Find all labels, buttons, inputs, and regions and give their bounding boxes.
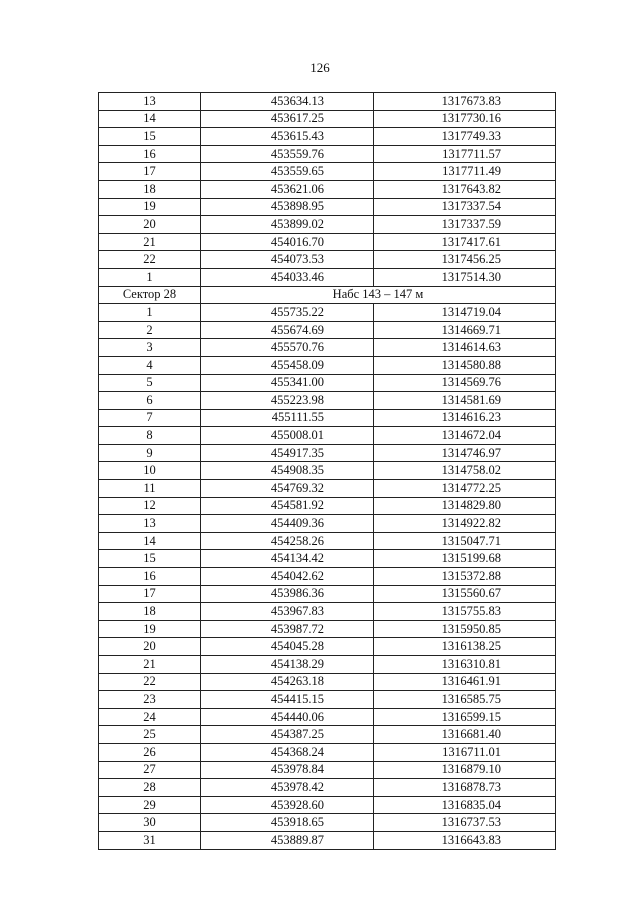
y-coordinate-cell: 1317711.57 (374, 145, 556, 163)
y-coordinate-cell: 1314746.97 (374, 444, 556, 462)
x-coordinate-cell: 453978.42 (201, 779, 374, 797)
x-coordinate-cell: 455008.01 (201, 427, 374, 445)
point-number-cell: 14 (99, 532, 201, 550)
table-row (99, 726, 556, 744)
table-row (99, 497, 556, 515)
point-number-cell: 13 (99, 93, 201, 111)
x-coordinate-cell: 454769.32 (201, 480, 374, 498)
table-row (99, 796, 556, 814)
point-number-cell: 23 (99, 691, 201, 709)
x-coordinate-cell: 454387.25 (201, 726, 374, 744)
x-coordinate-cell: 453986.36 (201, 585, 374, 603)
y-coordinate-cell: 1315047.71 (374, 532, 556, 550)
y-coordinate-cell: 1316879.10 (374, 761, 556, 779)
table-row (99, 673, 556, 691)
y-coordinate-cell: 1314616.23 (374, 409, 556, 427)
point-number-cell: 19 (99, 198, 201, 216)
x-coordinate-cell: 453634.13 (201, 93, 374, 111)
x-coordinate-cell: 454042.62 (201, 568, 374, 586)
point-number-cell: 15 (99, 550, 201, 568)
table-row (99, 761, 556, 779)
y-coordinate-cell: 1314758.02 (374, 462, 556, 480)
point-number-cell: 12 (99, 497, 201, 515)
y-coordinate-cell: 1315560.67 (374, 585, 556, 603)
point-number-cell: 18 (99, 180, 201, 198)
y-coordinate-cell: 1316711.01 (374, 743, 556, 761)
point-number-cell: 8 (99, 427, 201, 445)
y-coordinate-cell: 1315199.68 (374, 550, 556, 568)
point-number-cell: 21 (99, 233, 201, 251)
x-coordinate-cell: 455458.09 (201, 356, 374, 374)
table-row (99, 339, 556, 357)
table-row (99, 480, 556, 498)
x-coordinate-cell: 454440.06 (201, 708, 374, 726)
point-number-cell: 20 (99, 216, 201, 234)
x-coordinate-cell: 453559.65 (201, 163, 374, 181)
y-coordinate-cell: 1314922.82 (374, 515, 556, 533)
point-number-cell: 29 (99, 796, 201, 814)
x-coordinate-cell: 455223.98 (201, 392, 374, 410)
point-number-cell: 1 (99, 304, 201, 322)
point-number-cell: 18 (99, 603, 201, 621)
x-coordinate-cell: 453617.25 (201, 110, 374, 128)
x-coordinate-cell: 453899.02 (201, 216, 374, 234)
table-row (99, 814, 556, 832)
table-row (99, 356, 556, 374)
point-number-cell: 17 (99, 163, 201, 181)
table-row (99, 163, 556, 181)
x-coordinate-cell: 454581.92 (201, 497, 374, 515)
y-coordinate-cell: 1314581.69 (374, 392, 556, 410)
y-coordinate-cell: 1316835.04 (374, 796, 556, 814)
y-coordinate-cell: 1314569.76 (374, 374, 556, 392)
x-coordinate-cell: 454917.35 (201, 444, 374, 462)
table-row (99, 409, 556, 427)
table-row (99, 251, 556, 269)
table-row (99, 444, 556, 462)
y-coordinate-cell: 1315950.85 (374, 620, 556, 638)
section-label: Сектор 28 (99, 286, 201, 304)
point-number-cell: 11 (99, 480, 201, 498)
point-number-cell: 1 (99, 268, 201, 286)
table-row (99, 392, 556, 410)
x-coordinate-cell: 454073.53 (201, 251, 374, 269)
point-number-cell: 6 (99, 392, 201, 410)
y-coordinate-cell: 1317749.33 (374, 128, 556, 146)
y-coordinate-cell: 1316737.53 (374, 814, 556, 832)
coordinates-table (98, 92, 556, 850)
table-row (99, 620, 556, 638)
y-coordinate-cell: 1314772.25 (374, 480, 556, 498)
x-coordinate-cell: 453978.84 (201, 761, 374, 779)
y-coordinate-cell: 1316310.81 (374, 656, 556, 674)
table-row (99, 550, 556, 568)
y-coordinate-cell: 1317514.30 (374, 268, 556, 286)
point-number-cell: 25 (99, 726, 201, 744)
page-number: 126 (310, 60, 330, 75)
x-coordinate-cell: 455674.69 (201, 321, 374, 339)
point-number-cell: 31 (99, 831, 201, 849)
x-coordinate-cell: 454016.70 (201, 233, 374, 251)
table-row (99, 831, 556, 849)
point-number-cell: 24 (99, 708, 201, 726)
table-row (99, 198, 556, 216)
x-coordinate-cell: 453918.65 (201, 814, 374, 832)
x-coordinate-cell: 455341.00 (201, 374, 374, 392)
point-number-cell: 17 (99, 585, 201, 603)
table-row (99, 568, 556, 586)
y-coordinate-cell: 1316585.75 (374, 691, 556, 709)
point-number-cell: 22 (99, 251, 201, 269)
x-coordinate-cell: 453889.87 (201, 831, 374, 849)
point-number-cell: 4 (99, 356, 201, 374)
table-row (99, 585, 556, 603)
x-coordinate-cell: 454415.15 (201, 691, 374, 709)
y-coordinate-cell: 1316599.15 (374, 708, 556, 726)
x-coordinate-cell: 453559.76 (201, 145, 374, 163)
table-row (99, 93, 556, 111)
y-coordinate-cell: 1317643.82 (374, 180, 556, 198)
x-coordinate-cell: 454138.29 (201, 656, 374, 674)
x-coordinate-cell: 454045.28 (201, 638, 374, 656)
y-coordinate-cell: 1314829.80 (374, 497, 556, 515)
table-row (99, 268, 556, 286)
x-coordinate-cell: 454258.26 (201, 532, 374, 550)
point-number-cell: 13 (99, 515, 201, 533)
y-coordinate-cell: 1314580.88 (374, 356, 556, 374)
table-row (99, 462, 556, 480)
y-coordinate-cell: 1317456.25 (374, 251, 556, 269)
y-coordinate-cell: 1314672.04 (374, 427, 556, 445)
point-number-cell: 30 (99, 814, 201, 832)
y-coordinate-cell: 1317711.49 (374, 163, 556, 181)
table-row (99, 233, 556, 251)
y-coordinate-cell: 1317337.59 (374, 216, 556, 234)
point-number-cell: 27 (99, 761, 201, 779)
point-number-cell: 7 (99, 409, 201, 427)
x-coordinate-cell: 453928.60 (201, 796, 374, 814)
table-row (99, 532, 556, 550)
x-coordinate-cell: 454368.24 (201, 743, 374, 761)
table-row (99, 603, 556, 621)
table-row (99, 216, 556, 234)
point-number-cell: 16 (99, 145, 201, 163)
table-row (99, 743, 556, 761)
x-coordinate-cell: 453615.43 (201, 128, 374, 146)
x-coordinate-cell: 454134.42 (201, 550, 374, 568)
table-row (99, 321, 556, 339)
y-coordinate-cell: 1317673.83 (374, 93, 556, 111)
table-row (99, 110, 556, 128)
table-row (99, 515, 556, 533)
point-number-cell: 21 (99, 656, 201, 674)
coordinates-table-body (99, 93, 556, 850)
point-number-cell: 22 (99, 673, 201, 691)
y-coordinate-cell: 1315372.88 (374, 568, 556, 586)
point-number-cell: 26 (99, 743, 201, 761)
table-row (99, 374, 556, 392)
point-number-cell: 10 (99, 462, 201, 480)
y-coordinate-cell: 1317730.16 (374, 110, 556, 128)
y-coordinate-cell: 1314614.63 (374, 339, 556, 357)
y-coordinate-cell: 1316643.83 (374, 831, 556, 849)
point-number-cell: 15 (99, 128, 201, 146)
x-coordinate-cell: 455570.76 (201, 339, 374, 357)
x-coordinate-cell: 454263.18 (201, 673, 374, 691)
x-coordinate-cell: 453967.83 (201, 603, 374, 621)
y-coordinate-cell: 1316878.73 (374, 779, 556, 797)
x-coordinate-cell: 455111.55 (201, 409, 374, 427)
y-coordinate-cell: 1316461.91 (374, 673, 556, 691)
y-coordinate-cell: 1316681.40 (374, 726, 556, 744)
table-row (99, 128, 556, 146)
point-number-cell: 16 (99, 568, 201, 586)
x-coordinate-cell: 453987.72 (201, 620, 374, 638)
x-coordinate-cell: 453898.95 (201, 198, 374, 216)
y-coordinate-cell: 1315755.83 (374, 603, 556, 621)
point-number-cell: 3 (99, 339, 201, 357)
point-number-cell: 2 (99, 321, 201, 339)
point-number-cell: 28 (99, 779, 201, 797)
section-header-row (99, 286, 556, 304)
point-number-cell: 20 (99, 638, 201, 656)
y-coordinate-cell: 1316138.25 (374, 638, 556, 656)
x-coordinate-cell: 454409.36 (201, 515, 374, 533)
table-row (99, 779, 556, 797)
point-number-cell: 19 (99, 620, 201, 638)
x-coordinate-cell: 454908.35 (201, 462, 374, 480)
table-row (99, 304, 556, 322)
point-number-cell: 5 (99, 374, 201, 392)
table-row (99, 638, 556, 656)
table-row (99, 691, 556, 709)
point-number-cell: 14 (99, 110, 201, 128)
table-row (99, 427, 556, 445)
table-row (99, 708, 556, 726)
x-coordinate-cell: 453621.06 (201, 180, 374, 198)
point-number-cell: 9 (99, 444, 201, 462)
x-coordinate-cell: 455735.22 (201, 304, 374, 322)
table-row (99, 180, 556, 198)
table-row (99, 145, 556, 163)
table-row (99, 656, 556, 674)
y-coordinate-cell: 1317417.61 (374, 233, 556, 251)
y-coordinate-cell: 1314669.71 (374, 321, 556, 339)
y-coordinate-cell: 1317337.54 (374, 198, 556, 216)
x-coordinate-cell: 454033.46 (201, 268, 374, 286)
section-note: Набс 143 – 147 м (201, 286, 556, 304)
y-coordinate-cell: 1314719.04 (374, 304, 556, 322)
